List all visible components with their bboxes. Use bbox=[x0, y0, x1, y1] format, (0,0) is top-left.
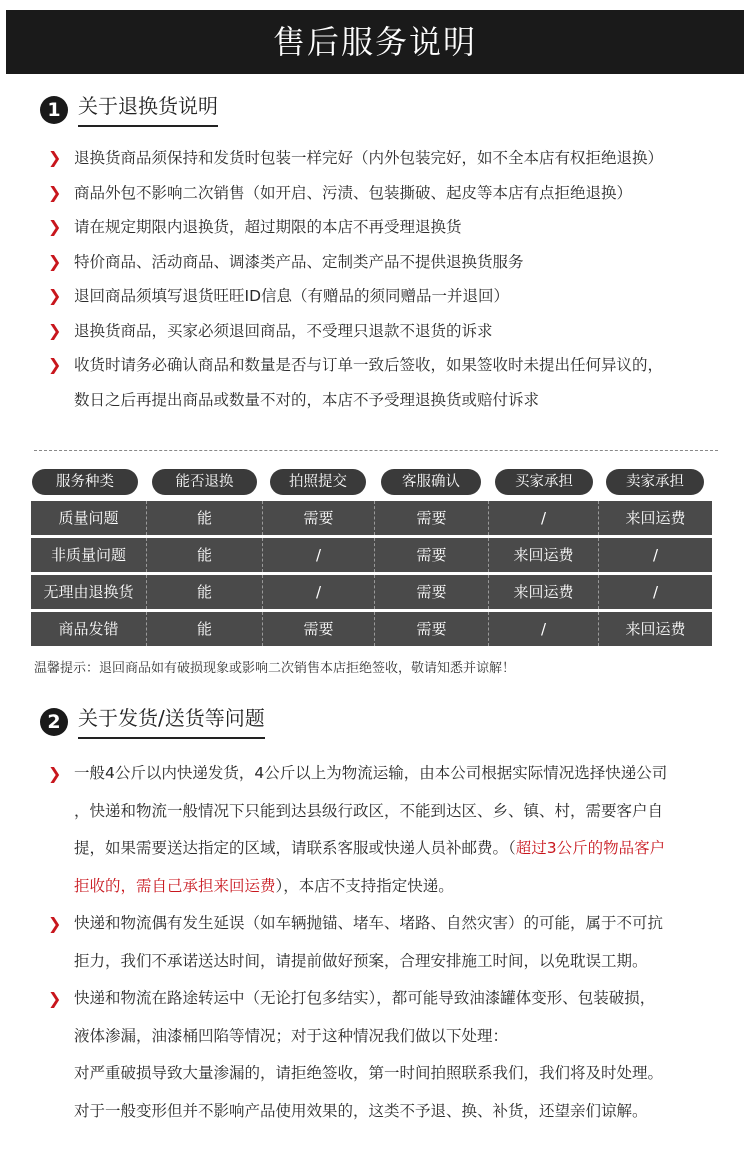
header-pill: 能否退换 bbox=[152, 469, 257, 495]
chevron-right-icon: ❯ bbox=[48, 148, 62, 167]
table-cell: 非质量问题 bbox=[31, 538, 147, 572]
section2-title: 关于发货/送货等问题 bbox=[78, 705, 265, 739]
header-pill: 卖家承担 bbox=[606, 469, 704, 495]
section2-number-badge: 2 bbox=[40, 708, 68, 736]
header-pill: 服务种类 bbox=[32, 469, 138, 495]
header-pill: 拍照提交 bbox=[270, 469, 366, 495]
table-cell: 能 bbox=[147, 501, 263, 535]
table-cell: 能 bbox=[147, 538, 263, 572]
warm-tip: 温馨提示：退回商品如有破损现象或影响二次销售本店拒绝签收，敬请知悉并谅解！ bbox=[34, 661, 516, 676]
section1-heading bbox=[40, 90, 218, 130]
service-table bbox=[31, 501, 712, 649]
table-header bbox=[32, 469, 712, 497]
list-item: ❯ 一般4公斤以内快递发货，4公斤以上为物流运输，由本公司根据实际情况选择快递公司 ，快递和物流一般情况下只能到达县级行政区，不能到达区、乡、镇、村，需要客户自 提，如果需要送达指定的区域，请联系客服或快递人员补邮费。（超过3公斤的物品客户 拒收的，需自己承担来回运费），本店不支持指定快递。 bbox=[48, 755, 728, 905]
chevron-right-icon: ❯ bbox=[48, 989, 62, 1008]
table-cell: / bbox=[263, 575, 375, 609]
table-row bbox=[31, 612, 712, 646]
section1-title: 关于退换货说明 bbox=[78, 93, 218, 127]
section1-list bbox=[48, 141, 728, 417]
list-item: ❯ 快递和物流偶有发生延误（如车辆抛锚、堵车、堵路、自然灾害）的可能，属于不可抗 拒力，我们不承诺送达时间，请提前做好预案，合理安排施工时间，以免耽误工期。 bbox=[48, 905, 728, 980]
list-item: ❯ 退回商品须填写退货旺旺ID信息（有赠品的须同赠品一并退回） bbox=[48, 279, 728, 314]
list-item: ❯ 退换货商品须保持和发货时包装一样完好（内外包装完好，如不全本店有权拒绝退换） bbox=[48, 141, 728, 176]
table-cell: / bbox=[652, 583, 659, 601]
chevron-right-icon: ❯ bbox=[48, 764, 62, 783]
header-pill: 买家承担 bbox=[495, 469, 593, 495]
table-cell: 来回运费 bbox=[625, 620, 686, 638]
table-cell: 来回运费 bbox=[489, 575, 599, 609]
list-item: ❯ 快递和物流在路途转运中（无论打包多结实），都可能导致油漆罐体变形、包装破损， 液体渗漏，油漆桶凹陷等情况；对于这种情况我们做以下处理： 对严重破损导致大量渗漏的，请拒绝签收，第一时间拍照联系我们，我们将及时处理。 对于一般变形但并不影响产品使用效果的，这类不予退、换、补货，还望亲们谅解。 bbox=[48, 980, 728, 1130]
highlight-text: 超过3公斤的物品客户 bbox=[515, 839, 666, 857]
table-cell: 需要 bbox=[375, 538, 489, 572]
table-cell: 需要 bbox=[375, 612, 489, 646]
chevron-right-icon: ❯ bbox=[48, 286, 62, 305]
page-banner bbox=[6, 10, 744, 74]
list-item: ❯ 退换货商品，买家必须退回商品，不受理只退款不退货的诉求 bbox=[48, 314, 728, 349]
chevron-right-icon: ❯ bbox=[48, 182, 62, 202]
table-cell: / bbox=[263, 538, 375, 572]
section-divider bbox=[34, 450, 718, 451]
table-cell: 无理由退换货 bbox=[31, 575, 147, 609]
table-cell: 需要 bbox=[263, 501, 375, 535]
section2-list bbox=[48, 755, 728, 1130]
header-pill: 客服确认 bbox=[381, 469, 481, 495]
table-cell: 商品发错 bbox=[31, 612, 147, 646]
chevron-right-icon: ❯ bbox=[48, 914, 62, 933]
page-title: 售后服务说明 bbox=[272, 23, 477, 61]
table-cell: 需要 bbox=[375, 501, 489, 535]
table-cell: / bbox=[489, 501, 599, 535]
table-cell: / bbox=[652, 546, 659, 564]
table-cell: 质量问题 bbox=[31, 501, 147, 535]
table-cell: 需要 bbox=[263, 612, 375, 646]
chevron-right-icon: ❯ bbox=[48, 320, 62, 340]
section1-number-badge: 1 bbox=[40, 96, 68, 124]
table-row bbox=[31, 501, 712, 535]
highlight-text: 拒收的，需自己承担来回运费 bbox=[74, 876, 276, 895]
table-cell: 需要 bbox=[375, 575, 489, 609]
table-cell: / bbox=[489, 612, 599, 646]
chevron-right-icon: ❯ bbox=[48, 217, 62, 236]
list-item: ❯ 特价商品、活动商品、调漆类产品、定制类产品不提供退换货服务 bbox=[48, 245, 728, 280]
section2-heading bbox=[40, 702, 265, 742]
list-item: ❯ 收货时请务必确认商品和数量是否与订单一致后签收，如果签收时未提出任何异议的， 数日之后再提出商品或数量不对的，本店不予受理退换货或赔付诉求 bbox=[48, 348, 728, 417]
table-cell: 能 bbox=[147, 575, 263, 609]
table-cell: 能 bbox=[147, 612, 263, 646]
table-row bbox=[31, 538, 712, 572]
table-row bbox=[31, 575, 712, 609]
chevron-right-icon: ❯ bbox=[48, 355, 62, 374]
table-cell: 来回运费 bbox=[625, 509, 686, 527]
table-cell: 来回运费 bbox=[489, 538, 599, 572]
list-item: ❯ 请在规定期限内退换货，超过期限的本店不再受理退换货 bbox=[48, 210, 728, 245]
chevron-right-icon: ❯ bbox=[48, 251, 62, 271]
list-item: ❯ 商品外包不影响二次销售（如开启、污渍、包装撕破、起皮等本店有点拒绝退换） bbox=[48, 176, 728, 211]
